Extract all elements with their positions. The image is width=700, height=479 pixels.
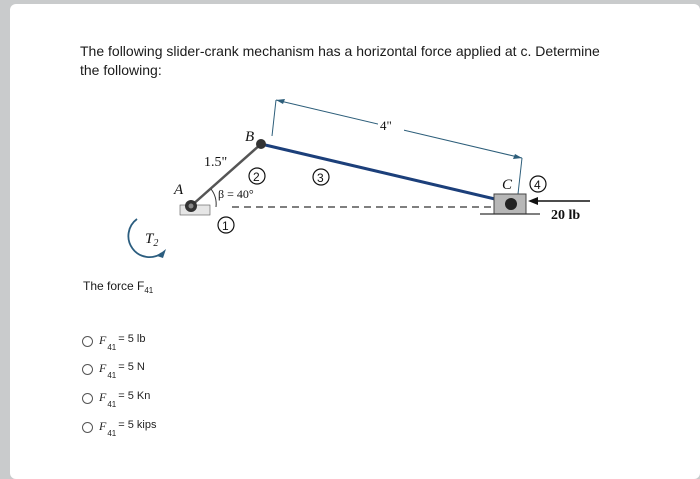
crank-length-label: 1.5": [204, 155, 228, 170]
dimension-arrow-right: [513, 154, 522, 159]
option-5-n[interactable]: F 41 = 5 N: [82, 361, 145, 385]
radio-button[interactable]: [82, 422, 93, 433]
pin-c: [505, 198, 517, 210]
link-3-number: 3: [317, 171, 324, 185]
label-c: C: [502, 177, 513, 193]
angle-label: β = 40°: [218, 187, 254, 201]
label-b: B: [245, 129, 255, 145]
option-5-kips[interactable]: F 41 = 5 kips: [82, 419, 156, 443]
force-arrow-head: [528, 197, 538, 205]
option-5-kn[interactable]: F 41 = 5 Kn: [82, 390, 150, 414]
link-4-number: 4: [534, 178, 541, 192]
torque-label: $T_2$: [145, 231, 159, 249]
link-1-number: 1: [222, 219, 229, 233]
angle-arc: [211, 189, 216, 207]
dimension-ext-left: [272, 100, 276, 136]
pin-a-inner: [189, 204, 194, 209]
force-label: 20 lb: [551, 208, 581, 223]
radio-button[interactable]: [82, 393, 93, 404]
dimension-ext-right: [518, 158, 522, 194]
dimension-arrow-left: [276, 99, 285, 104]
radio-button[interactable]: [82, 336, 93, 347]
option-5-lb[interactable]: F 41 = 5 lb: [82, 333, 145, 357]
question-text: The following slider-crank mechanism has a horizontal force applied at c. Determine the following:: [80, 43, 600, 78]
torque-arrowhead: [157, 249, 166, 258]
pin-b: [256, 139, 266, 149]
coupler-length-label: 4": [380, 118, 392, 133]
link-2-number: 2: [253, 170, 260, 184]
radio-button[interactable]: [82, 364, 93, 375]
coupler-link-3: [261, 144, 512, 203]
label-a: A: [174, 182, 184, 198]
force-prompt: The force $F_{41}$: [83, 279, 154, 295]
